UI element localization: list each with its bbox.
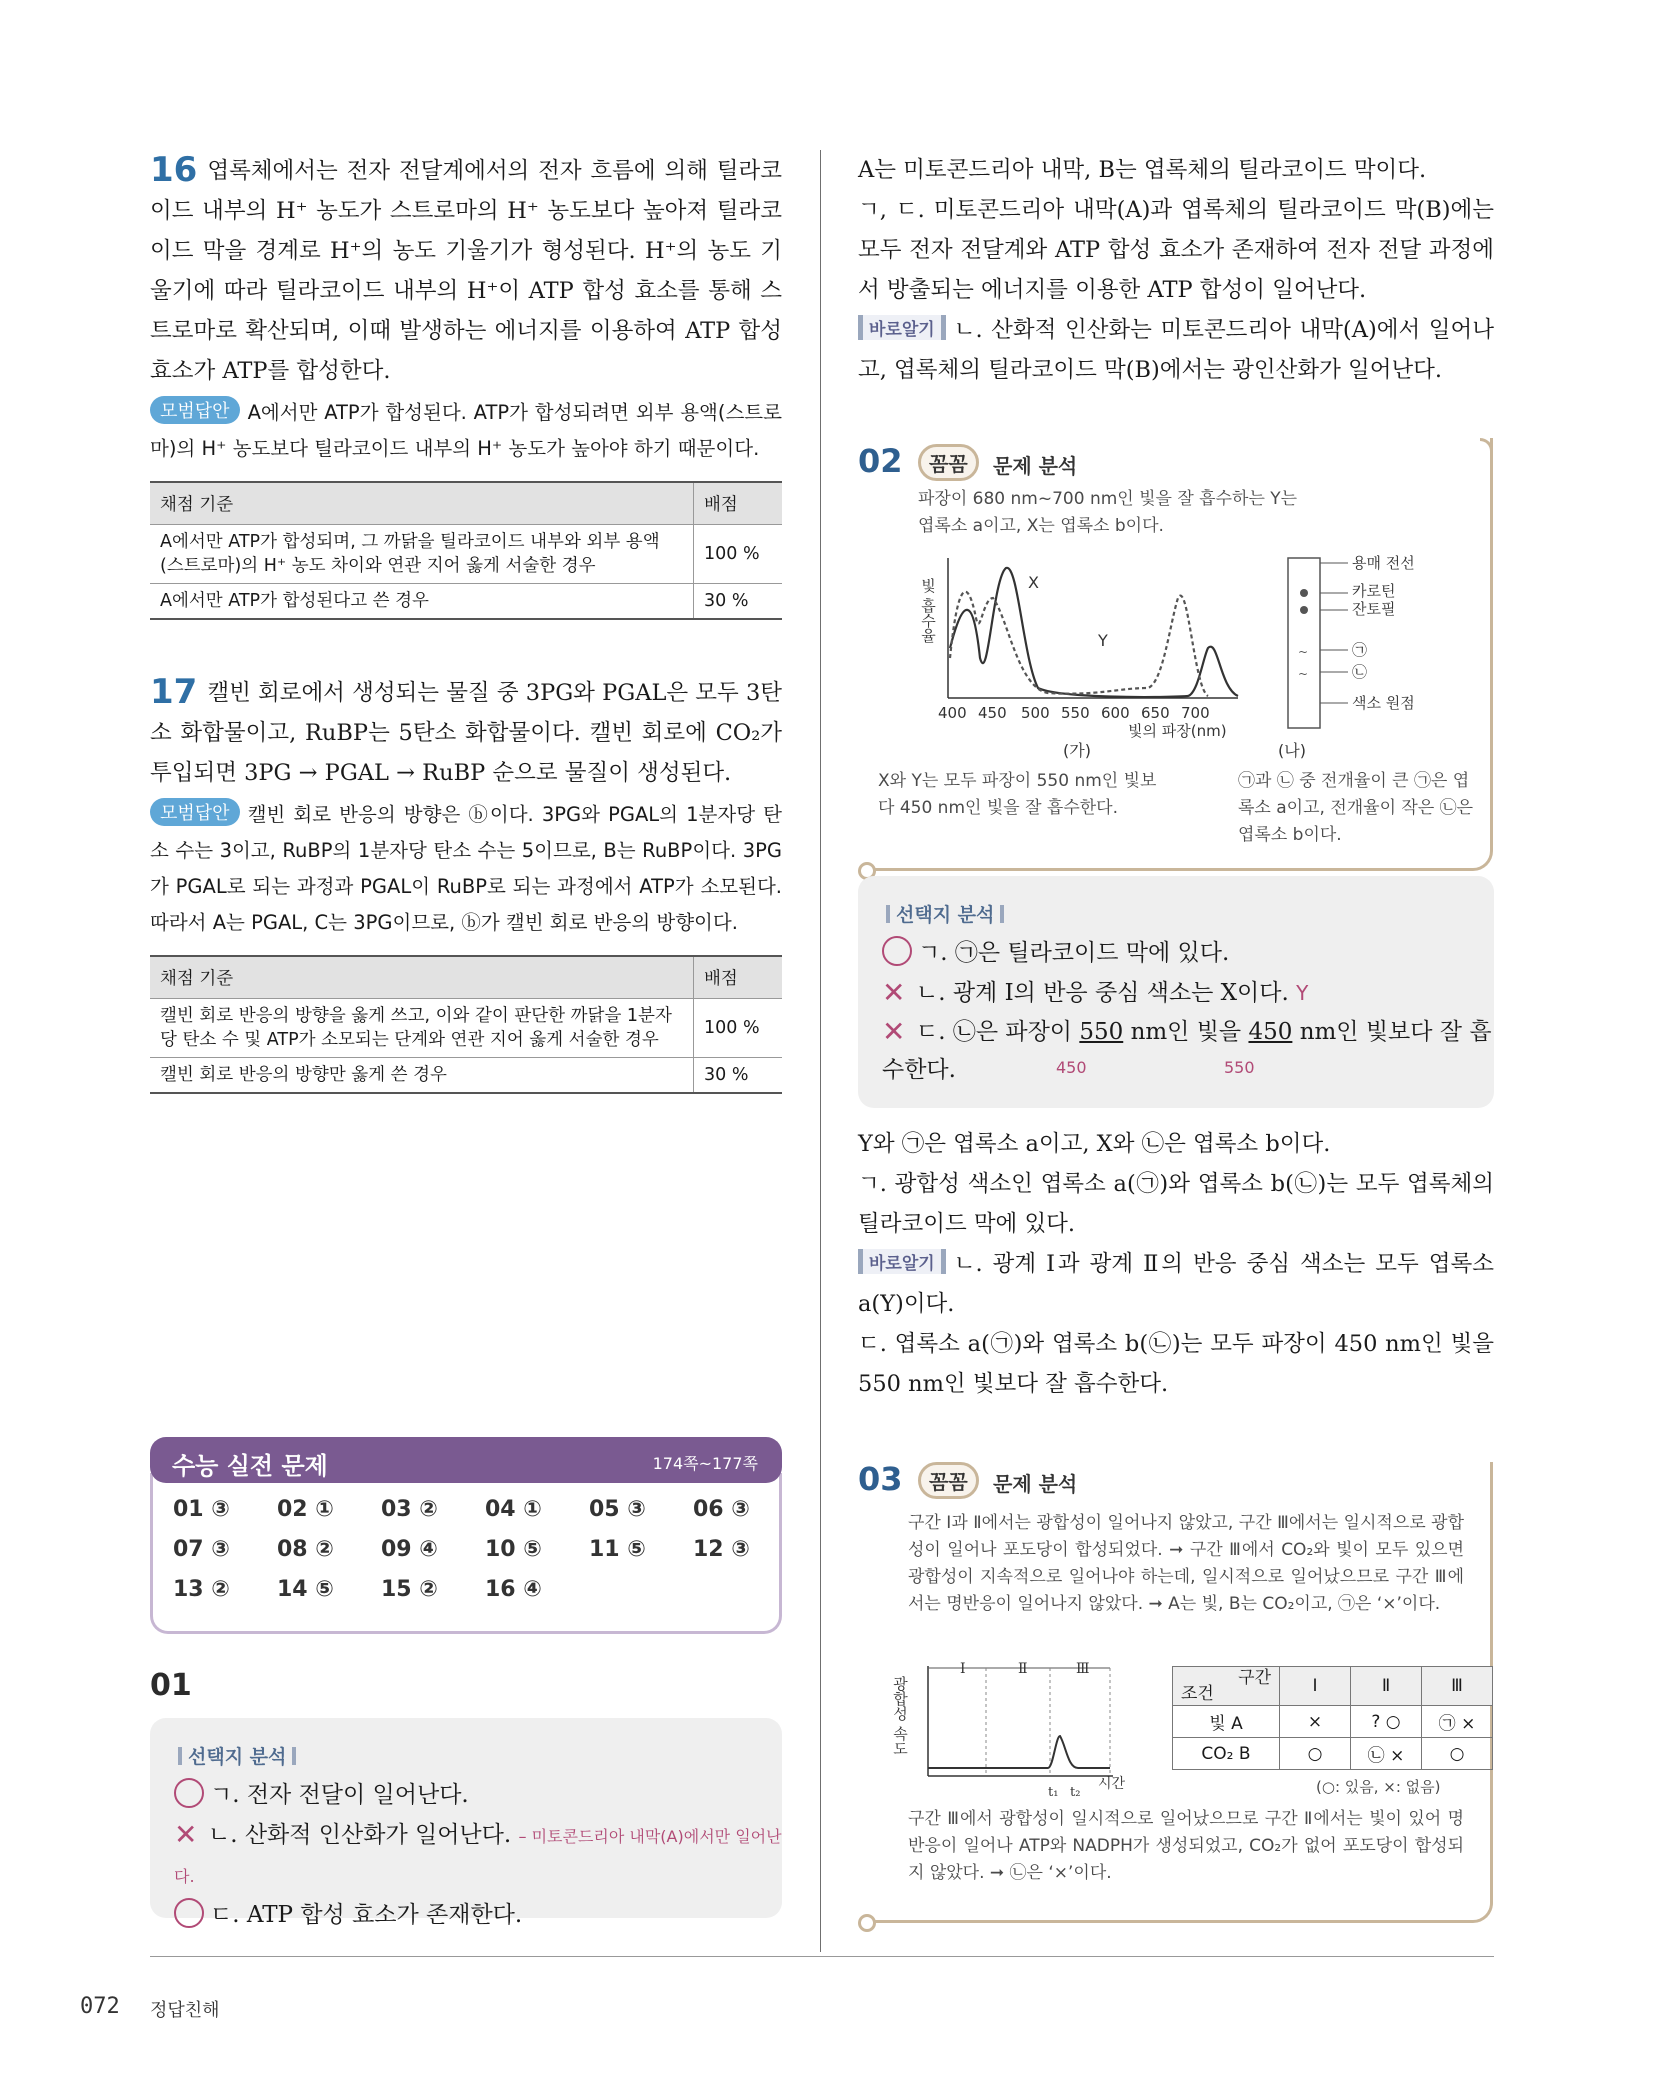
q17-number: 17 [150,672,198,712]
choice-text: ㄱ. 전자 전달이 일어난다. [210,1782,469,1808]
answer-item: 07 ③ [173,1537,230,1562]
q02-analysis [858,438,1494,845]
q02-pill: 꼼꼼 [918,444,979,481]
q02-exp-2: ㄱ. 광합성 색소인 엽록소 a(㉠)와 엽록소 b(㉡)는 모두 엽록체의 틸라코이드 막에 있다. [858,1171,1494,1237]
tlc-spot: ~ [1298,645,1309,659]
q01-choice-2-note: – 미토콘드리아 내막(A)에서만 일어난다. [174,1827,782,1886]
corner-top: 구간 [1238,1668,1271,1688]
tlc-spot [1300,589,1308,597]
series-x-curve [950,568,1238,697]
q02-choice-3-fix-1: 450 [1056,1058,1087,1077]
q16-number: 16 [150,150,198,190]
q01-exp-3 [858,310,1494,390]
q16-criteria-2: A에서만 ATP가 합성된다고 쓴 경우 [150,584,694,620]
correct-badge: 바로알기 [858,1249,946,1274]
q02-choice-box [858,876,1494,1108]
q02-exp-3-text: ㄴ. 광계 Ⅰ과 광계 Ⅱ의 반응 중심 색소는 모두 엽록소 a(Y)이다. [858,1251,1494,1317]
choice-text: ㄴ. 산화적 인산화가 일어난다. [208,1822,512,1848]
q16-body: 엽록체에서는 전자 전달계에서의 전자 흐름에 의해 틸라코이드 내부의 H⁺ 농도가 스트로마의 H⁺ 농도보다 높아져 틸라코이드 막을 경계로 H⁺의 농도 기울기가 형성된다. H⁺의 농도 기울기에 따라 틸라코이드 내부의 H⁺이 ATP 합성 효소를 통해 스트로마로 확산되며, 이때 발생하는 에너지를 이용하여 ATP 합성 효소가 ATP를 합성한다. [150,158,782,384]
table-row [150,1058,782,1094]
q17-score-table [150,955,782,1094]
t1-label: t₁ [1048,1785,1059,1800]
suneung-pages: 174쪽~177쪽 [652,1454,758,1473]
q02-choice-2 [882,973,1494,1013]
xtick: 400 [938,704,967,722]
table-cell: ○ [1280,1738,1351,1770]
q16-paragraph [150,150,782,391]
circle-mark-icon [174,1898,204,1928]
q17-criteria-2: 캘빈 회로 반응의 방향만 옳게 쓴 경우 [150,1058,694,1094]
left-column [150,150,782,1094]
cross-mark-icon: ✕ [174,1818,198,1851]
q01-choice-box [150,1718,782,1928]
series-x-label: X [1028,573,1039,592]
q03-number: 03 [858,1460,903,1498]
q17-model-text: 캘빈 회로 반응의 방향은 ⓑ이다. 3PG와 PGAL의 1분자당 탄소 수는 3이고, RuBP의 1분자당 탄소 수는 5이므로, B는 RuBP이다. 3PG가 PGAL로 되는 과정과 PGAL이 RuBP로 되는 과정에서 ATP가 소모된다. 따라서 A는 PGAL, C는 3PG이므로, ⓑ가 캘빈 회로 반응의 방향이다. [150,803,782,934]
answer-grid [173,1497,769,1611]
tlc-spot [1300,606,1308,614]
table-cell: CO₂ B [1173,1738,1280,1770]
tlc-label: 카로틴 [1352,582,1396,600]
q02-exp-3 [858,1244,1494,1324]
q03-title: 문제 분석 [993,1472,1078,1496]
q17-th-criteria: 채점 기준 [150,956,694,999]
q02-note-left: X와 Y는 모두 파장이 550 nm인 빛보다 450 nm인 빛을 잘 흡수한다. [878,771,1157,818]
answer-item: 03 ② [381,1497,438,1522]
answer-item: 01 ③ [173,1497,230,1522]
q16-model-answer [150,395,782,467]
choice-text: nm인 빛보다 잘 흡수한다. [882,1019,1492,1083]
table-row [1173,1706,1493,1738]
col-header: Ⅱ [1351,1667,1422,1706]
series-y-label: Y [1098,631,1108,650]
q03-note-top: 구간 Ⅰ과 Ⅱ에서는 광합성이 일어나지 않았고, 구간 Ⅲ에서는 일시적으로 광합성이 일어나 포도당이 합성되었다. ➞ 구간 Ⅲ에서 CO₂와 빛이 모두 있으면 광합성이 지속적으로 일어나야 하는데, 일시적으로 일어났으므로 구간 Ⅲ에서는 명반응이 일어나지 않았다. ➞ A는 빛, B는 CO₂이고, ㉠은 ‘×’이다. [908,1513,1464,1614]
q17-th-points: 배점 [694,956,783,999]
table-cell: × [1280,1706,1351,1738]
q16-criteria-1: A에서만 ATP가 합성되며, 그 까닭을 틸라코이드 내부와 외부 용액(스트로마)의 H⁺ 농도 차이와 연관 지어 옳게 서술한 경우 [150,525,694,584]
q17-points-2: 30 % [694,1058,783,1094]
q03-head [858,1456,1494,1506]
table-row [150,999,782,1058]
q16-points-1: 100 % [694,525,783,584]
answer-item: 12 ③ [693,1537,750,1562]
q03-condition-table [1172,1666,1493,1770]
section-label: Ⅰ [960,1661,966,1677]
answer-item: 05 ③ [589,1497,646,1522]
xtick: 450 [978,704,1007,722]
q17-body: 캘빈 회로에서 생성되는 물질 중 3PG와 PGAL은 모두 3탄소 화합물이고, RuBP는 5탄소 화합물이다. 캘빈 회로에 CO₂가 투입되면 3PG → PGAL → RuBP 순으로 물질이 생성된다. [150,680,782,786]
table-cell: 빛 A [1173,1706,1280,1738]
answer-item: 09 ④ [381,1537,438,1562]
suneung-title: 수능 실전 문제 [172,1452,328,1480]
q01-exp-1: A는 미토콘드리아 내막, B는 엽록체의 틸라코이드 막이다. [858,157,1427,183]
suneung-body [150,1473,782,1634]
cross-mark-icon: ✕ [882,1015,906,1048]
q02-note-top: 파장이 680 nm~700 nm인 빛을 잘 흡수하는 Y는 엽록소 a이고, X는 엽록소 b이다. [918,489,1298,536]
q02-explanation [858,1124,1494,1404]
q16-points-2: 30 % [694,584,783,620]
table-cell: ○ [1422,1738,1493,1770]
q16-th-points: 배점 [694,482,783,525]
graph-ylabel: 광합성 속도 [891,1676,909,1756]
q02-choice-2-fix: Y [1296,981,1309,1005]
chart-xlabel: 빛의 파장(nm) [1128,722,1227,740]
xtick: 600 [1101,704,1130,722]
tlc-labels [1320,554,1415,712]
suneung-header [150,1437,782,1483]
section-label: Ⅱ [1018,1661,1028,1677]
answer-item: 11 ⑤ [589,1537,646,1562]
tlc-label: ㉡ [1352,663,1368,681]
q03-graph [891,1656,1158,1816]
column-divider [820,150,821,1952]
q01-choice-2 [174,1815,782,1895]
q01-choice-1 [174,1775,782,1815]
answer-item: 14 ⑤ [277,1577,334,1602]
q03-analysis [858,1456,1494,1883]
tlc-label: ㉠ [1352,641,1368,659]
col-header: Ⅲ [1422,1667,1493,1706]
q01-choice-header: 선택지 분석 [172,1742,782,1769]
answer-item: 15 ② [381,1577,438,1602]
q02-choice-3-fix-2: 550 [1224,1058,1255,1077]
table-cell: ㉠ × [1422,1706,1493,1738]
q02-choice-3 [882,1013,1494,1089]
chart-ylabel [919,577,937,643]
choice-text: nm인 빛을 [1130,1019,1242,1045]
answer-item: 08 ② [277,1537,334,1562]
table-row [1173,1738,1493,1770]
table-cell: ? ○ [1351,1706,1422,1738]
choice-underlined: 550 [1079,1019,1124,1045]
q02-choice-1 [882,933,1494,973]
q16-th-criteria: 채점 기준 [150,482,694,525]
graph-xlabel: 시간 [1098,1776,1126,1792]
q01-exp-3-text: ㄴ. 산화적 인산화는 미토콘드리아 내막(A)에서 일어나고, 엽록체의 틸라코이드 막(B)에서는 광인산화가 일어난다. [858,317,1494,383]
answer-item: 16 ④ [485,1577,542,1602]
answer-item: 10 ⑤ [485,1537,542,1562]
choice-text: ㄴ. 광계 Ⅰ의 반응 중심 색소는 X이다. [916,980,1289,1006]
tlc-spot: ~ [1298,667,1309,681]
footer-rule [150,1956,1494,1957]
q03-note-bottom: 구간 Ⅲ에서 광합성이 일시적으로 일어났으므로 구간 Ⅱ에서는 빛이 있어 명반응이 일어나 ATP와 NADPH가 생성되었고, CO₂가 없어 포도당이 합성되지 않았다. ➞ ㉡은 ‘×’이다. [908,1809,1464,1883]
choice-text: ㄷ. ㉡은 파장이 [916,1019,1073,1045]
col-header: Ⅰ [1280,1667,1351,1706]
suneung-answer-box [150,1437,782,1634]
q02-exp-1: Y와 ㉠은 엽록소 a이고, X와 ㉡은 엽록소 b이다. [858,1131,1331,1157]
q02-number: 02 [858,442,903,480]
q17-paragraph [150,672,782,793]
answer-item: 04 ① [485,1497,542,1522]
choice-underlined: 450 [1248,1019,1293,1045]
table-row [150,584,782,620]
xtick: 700 [1181,704,1210,722]
tlc-label: 색소 원점 [1352,694,1415,712]
chart-ylabel-text: 빛 흡수율 [919,578,937,643]
q01-exp-2: ㄱ, ㄷ. 미토콘드리아 내막(A)과 엽록체의 틸라코이드 막(B)에는 모두 전자 전달계와 ATP 합성 효소가 존재하여 전자 전달 과정에서 방출되는 에너지를 이용한 ATP 합성이 일어난다. [858,197,1494,303]
correct-badge: 바로알기 [858,315,946,340]
q16-model-badge: 모범답안 [150,396,240,424]
page-number: 072 [80,1994,120,2019]
corner-bottom: 조건 [1181,1684,1214,1704]
page-label: 정답친해 [150,2000,220,2021]
tlc-label: 잔토필 [1352,600,1396,618]
frame-dot-icon [858,1914,876,1932]
xtick: 500 [1021,704,1050,722]
q16-model-text: A에서만 ATP가 합성된다. ATP가 합성되려면 외부 용액(스트로마)의 H⁺ 농도보다 틸라코이드 내부의 H⁺ 농도가 높아야 하기 때문이다. [150,401,782,460]
q16-score-table [150,481,782,620]
circle-mark-icon [174,1778,204,1808]
q02-title: 문제 분석 [993,454,1078,478]
section-label: Ⅲ [1076,1661,1090,1677]
xtick: 650 [1141,704,1170,722]
q17-model-badge: 모범답안 [150,798,240,826]
cross-mark-icon: ✕ [882,976,906,1009]
q17-points-1: 100 % [694,999,783,1058]
fig-label-na: (나) [1278,741,1306,760]
answer-item: 02 ① [277,1497,334,1522]
q02-note-right: ㉠과 ㉡ 중 전개율이 큰 ㉠은 엽록소 a이고, 전개율이 작은 ㉡은 엽록소 b이다. [1238,771,1474,845]
q02-choice-header: 선택지 분석 [880,900,1494,927]
circle-mark-icon [882,936,912,966]
xtick: 550 [1061,704,1090,722]
fig-label-ga: (가) [1063,741,1091,760]
q17-criteria-1: 캘빈 회로 반응의 방향을 옳게 쓰고, 이와 같이 판단한 까닭을 1분자당 탄소 수 및 ATP가 소모되는 단계와 연관 지어 옳게 서술한 경우 [150,999,694,1058]
answer-item: 13 ② [173,1577,230,1602]
q17-model-answer [150,797,782,941]
table-cell: ㉡ × [1351,1738,1422,1770]
choice-text: ㄷ. ATP 합성 효소가 존재한다. [210,1902,523,1928]
q03-legend: (○: 있음, ×: 없음) [1316,1778,1441,1796]
tlc-label: 용매 전선 [1352,554,1415,572]
chart-xticks [938,704,1210,722]
graph-curve [928,1736,1110,1768]
right-column [858,150,1494,390]
choice-text: ㄱ. ㉠은 틸라코이드 막에 있다. [918,940,1230,966]
q02-exp-4: ㄷ. 엽록소 a(㉠)와 엽록소 b(㉡)는 모두 파장이 450 nm인 빛을 550 nm인 빛보다 잘 흡수한다. [858,1331,1494,1397]
q03-pill: 꼼꼼 [918,1462,979,1499]
table-row [150,525,782,584]
q01-choice-3 [174,1895,782,1935]
table-corner [1173,1667,1280,1706]
t2-label: t₂ [1070,1785,1081,1800]
answer-item: 06 ③ [693,1497,750,1522]
q01-number: 01 [150,1668,192,1703]
tlc-strip [1288,558,1320,728]
q02-head [858,438,1494,488]
